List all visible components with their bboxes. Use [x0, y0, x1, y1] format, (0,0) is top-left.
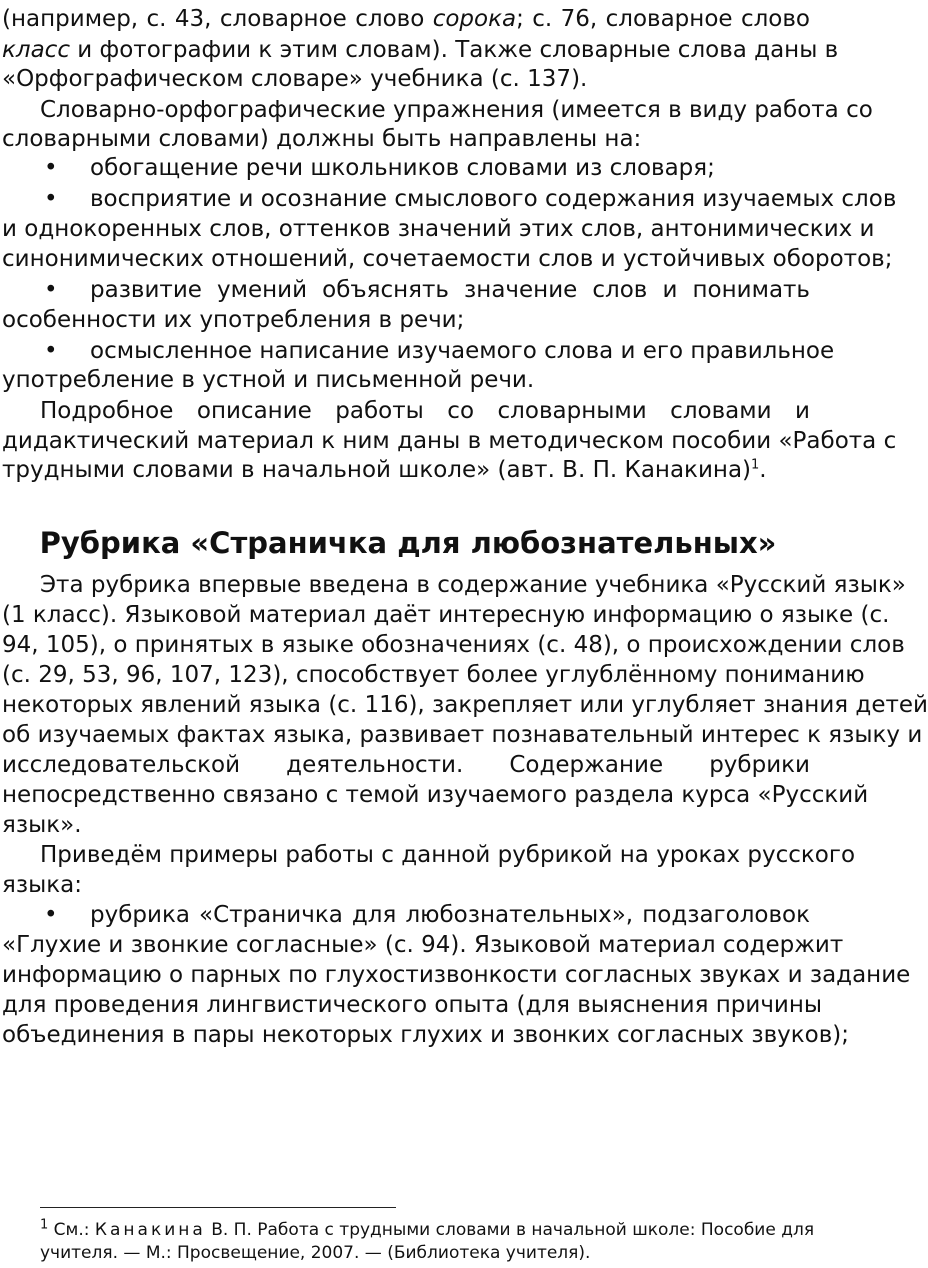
list-item: рубрика «Страничка для любознательных», подзаголовок	[90, 902, 810, 928]
list-item-line: объединения в пары некоторых глухих и звонких согласных звуков);	[2, 1022, 849, 1048]
bullet-marker: •	[44, 338, 58, 364]
footnote-line: $^1$ См.: Канакина В. П. Работа с трудными словами в начальной школе: Пособие для	[40, 1217, 815, 1240]
paragraph-line: трудными словами в начальной школе» (авт. В. П. Канакина)$^1$.	[2, 457, 767, 483]
footnote-divider	[40, 1207, 396, 1208]
bullet-marker: •	[44, 186, 58, 212]
list-item-line: особенности их употребления в речи;	[2, 307, 465, 333]
paragraph-line: Приведём примеры работы с данной рубрикой на уроках русского	[40, 842, 856, 868]
paragraph-line: языка:	[2, 872, 82, 898]
bullet-marker: •	[44, 902, 58, 928]
paragraph-line: класс и фотографии к этим словам). Также словарные слова даны в	[2, 37, 839, 63]
paragraph-line: об изучаемых фактах языка, развивает познавательный интерес к языку и	[2, 722, 923, 748]
paragraph-line: Эта рубрика впервые введена в содержание учебника «Русский язык»	[40, 572, 906, 598]
footnote-author: Канакина	[94, 1220, 206, 1240]
list-item-line: употребление в устной и письменной речи.	[2, 367, 535, 393]
list-item-line: для проведения лингвистического опыта (для выяснения причины	[2, 992, 823, 1018]
paragraph-line: некоторых явлений языка (с. 116), закрепляет или углубляет знания детей	[2, 692, 928, 718]
list-item: развитие умений объяснять значение слов и понимать	[90, 277, 810, 303]
footnote-reference[interactable]: 1	[751, 457, 760, 473]
paragraph-line: (с. 29, 53, 96, 107, 123), способствует более углублённому пониманию	[2, 662, 865, 688]
section-heading: Рубрика «Страничка для любознательных»	[39, 526, 777, 560]
paragraph-line: (например, с. 43, словарное слово сорока; с. 76, словарное слово	[2, 6, 811, 32]
paragraph-line: 94, 105), о принятых в языке обозначениях (с. 48), о происхождении слов	[2, 632, 905, 658]
paragraph-line: «Орфографическом словаре» учебника (с. 137).	[2, 66, 588, 92]
list-item-line: синонимических отношений, сочетаемости слов и устойчивых оборотов;	[2, 246, 893, 272]
paragraph-line: Словарно-орфографические упражнения (имеется в виду работа со	[40, 97, 873, 123]
paragraph-line: дидактический материал к ним даны в методическом пособии «Работа с	[2, 428, 897, 454]
paragraph-line: язык».	[2, 812, 82, 838]
paragraph-line: непосредственно связано с темой изучаемого раздела курса «Русский	[2, 782, 869, 808]
list-item-line: «Глухие и звонкие согласные» (с. 94). Языковой материал содержит	[2, 932, 844, 958]
paragraph-line: Подробное описание работы со словарными словами и	[40, 398, 810, 424]
list-item: обогащение речи школьников словами из словаря;	[90, 155, 715, 181]
bullet-marker: •	[44, 155, 58, 181]
paragraph-line: исследовательской деятельности. Содержание рубрики	[2, 752, 810, 778]
list-item: восприятие и осознание смыслового содержания изучаемых слов	[90, 186, 897, 212]
list-item: осмысленное написание изучаемого слова и его правильное	[90, 338, 835, 364]
bullet-marker: •	[44, 277, 58, 303]
footnote-mark: 1	[40, 1217, 49, 1233]
footnote-line: учителя. — М.: Просвещение, 2007. — (Библиотека учителя).	[40, 1243, 591, 1263]
list-item-line: и однокоренных слов, оттенков значений этих слов, антонимических и	[2, 216, 875, 242]
paragraph-line: словарными словами) должны быть направлены на:	[2, 126, 642, 152]
paragraph-line: (1 класс). Языковой материал даёт интересную информацию о языке (с.	[2, 602, 890, 628]
list-item-line: информацию о парных по глухостизвонкости согласных звуках и задание	[2, 962, 911, 988]
